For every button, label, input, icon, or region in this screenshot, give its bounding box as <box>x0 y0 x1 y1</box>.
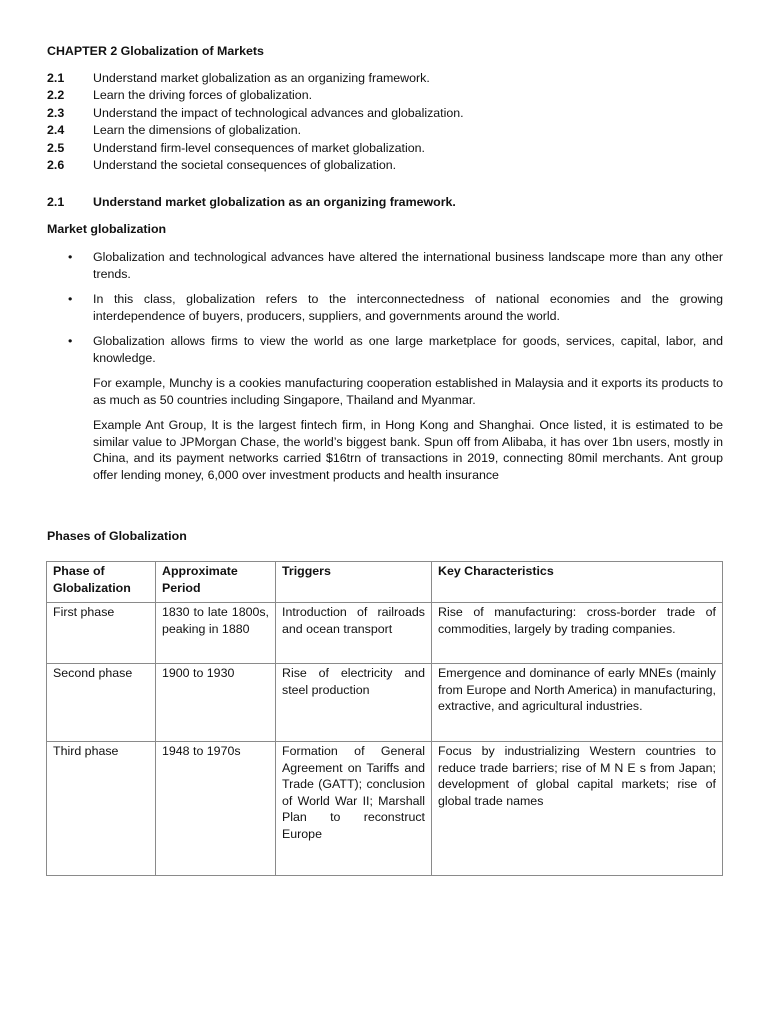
table-cell: Rise of manufacturing: cross-border trade of commodities, largely by trading companies. <box>432 603 723 664</box>
objective-number: 2.3 <box>47 105 65 120</box>
table-header-row <box>47 562 723 603</box>
bullet-text: Globalization and technological advances have altered the international business landscape more than any other trends. <box>93 250 723 281</box>
subheading-market-globalization: Market globalization <box>47 222 167 236</box>
table-row <box>47 664 723 742</box>
objective-text: Understand firm-level consequences of market globalization. <box>93 140 425 155</box>
bullet-text: In this class, globalization refers to the interconnectedness of national economies and the growing interdependence of buyers, producers, suppliers, and governments around the world. <box>93 292 723 323</box>
phases-table <box>46 561 723 876</box>
bullet-icon: • <box>68 292 73 306</box>
objective-number: 2.1 <box>47 71 65 85</box>
column-header: Approximate Period <box>156 562 276 603</box>
phases-heading: Phases of Globalization <box>47 529 187 543</box>
table-cell: 1830 to late 1800s, peaking in 1880 <box>156 603 276 664</box>
example-paragraph-ant-group: Example Ant Group, It is the largest fintech firm, in Hong Kong and Shanghai. Once listed, it is estimated to be similar value to JPMorgan Chase, the world’s biggest bank. Spun off from Alibaba, it has over 1bn users, mostly in China, and its payment networks carried $16trn of transactions in 2019, connecting 80mil merchants. Ant group offer lending money, 6,000 over investment products and health insurance <box>93 418 723 482</box>
table-cell: Formation of General Agreement on Tariffs and Trade (GATT); conclusion of World War II; Marshall Plan to reconstruct Europe <box>276 742 432 876</box>
objective-text: Understand the impact of technological advances and globalization. <box>93 105 464 120</box>
objective-item <box>47 87 727 104</box>
objective-text: Learn the driving forces of globalization. <box>93 88 313 103</box>
objective-item <box>47 122 727 139</box>
objective-item <box>47 157 727 174</box>
table-cell: Introduction of railroads and ocean transport <box>276 603 432 664</box>
column-header: Key Characteristics <box>432 562 723 603</box>
objective-item <box>47 140 727 157</box>
objective-number: 2.6 <box>47 157 65 172</box>
column-header: Triggers <box>276 562 432 603</box>
table-row <box>47 742 723 876</box>
table-row <box>47 603 723 664</box>
bullet-item <box>47 333 723 366</box>
objective-text: Learn the dimensions of globalization. <box>93 123 302 138</box>
bullet-text: Globalization allows firms to view the world as one large marketplace for goods, services, capital, labor, and knowledge. <box>93 334 723 365</box>
bullet-icon: • <box>68 334 73 348</box>
objective-text: Understand market globalization as an organizing framework. <box>93 71 430 85</box>
objective-text: Understand the societal consequences of globalization. <box>93 157 397 172</box>
section-heading <box>47 194 456 211</box>
bullet-list <box>47 249 723 492</box>
section-title: Understand market globalization as an organizing framework. <box>93 195 456 209</box>
objective-number: 2.4 <box>47 123 65 138</box>
table-cell: First phase <box>47 603 156 664</box>
objective-number: 2.2 <box>47 88 65 103</box>
bullet-item <box>47 249 723 282</box>
objective-item <box>47 70 727 87</box>
table-cell: 1900 to 1930 <box>156 664 276 742</box>
objective-number: 2.5 <box>47 140 65 155</box>
table-cell: Rise of electricity and steel production <box>276 664 432 742</box>
chapter-title: CHAPTER 2 Globalization of Markets <box>47 44 264 58</box>
bullet-item <box>47 291 723 324</box>
example-paragraph-munchy: For example, Munchy is a cookies manufacturing cooperation established in Malaysia and it exports its products to as much as 50 countries including Singapore, Thailand and Myanmar. <box>93 376 723 407</box>
table-cell: Second phase <box>47 664 156 742</box>
table-cell: Third phase <box>47 742 156 876</box>
table-cell: 1948 to 1970s <box>156 742 276 876</box>
learning-objectives-list <box>47 70 727 174</box>
objective-item <box>47 105 727 122</box>
table-cell: Focus by industrializing Western countries to reduce trade barriers; rise of M N E s from Japan; development of global capital markets; rise of global trade names <box>432 742 723 876</box>
table-cell: Emergence and dominance of early MNEs (mainly from Europe and North America) in manufacturing, extractive, and agricultural industries. <box>432 664 723 742</box>
column-header: Phase of Globalization <box>47 562 156 603</box>
section-number: 2.1 <box>47 195 65 209</box>
bullet-icon: • <box>68 250 73 264</box>
